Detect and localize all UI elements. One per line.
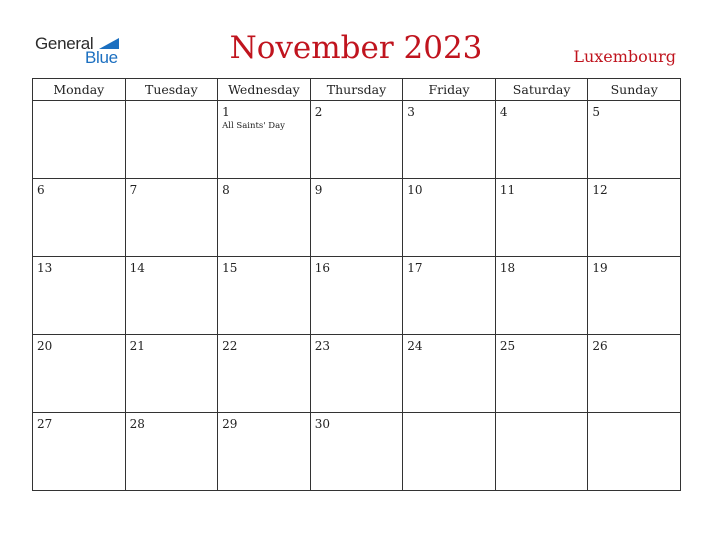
- day-cell: [403, 179, 496, 257]
- weekday-header: Sunday: [588, 79, 681, 101]
- day-cell: [403, 101, 496, 179]
- day-cell: [33, 335, 126, 413]
- day-number: 15: [222, 261, 238, 275]
- day-number: 29: [222, 417, 238, 431]
- day-number: 24: [407, 339, 423, 353]
- day-cell: [495, 179, 588, 257]
- day-number: 21: [129, 339, 145, 353]
- day-number: 10: [407, 183, 423, 197]
- day-number: 20: [37, 339, 53, 353]
- day-cell: [33, 413, 126, 491]
- day-number: 28: [129, 417, 145, 431]
- weekday-header: Tuesday: [125, 79, 218, 101]
- day-number: 7: [129, 183, 138, 197]
- day-number: 30: [314, 417, 330, 431]
- day-cell: [33, 257, 126, 335]
- day-cell: [403, 335, 496, 413]
- day-cell: [495, 413, 588, 491]
- week-row: [33, 257, 681, 335]
- day-number: 18: [499, 261, 516, 275]
- day-cell: [588, 413, 681, 491]
- day-number: 3: [407, 105, 415, 119]
- weekday-header: Thursday: [310, 79, 403, 101]
- day-cell: [125, 101, 218, 179]
- day-number: 26: [592, 339, 608, 353]
- day-cell: [310, 335, 403, 413]
- day-cell: [495, 335, 588, 413]
- weekday-header: Saturday: [495, 79, 588, 101]
- day-cell: [218, 335, 311, 413]
- day-cell: [33, 101, 126, 179]
- day-cell: [588, 101, 681, 179]
- day-number: 2: [314, 105, 323, 119]
- day-number: 4: [499, 105, 508, 119]
- week-row: [33, 413, 681, 491]
- day-cell: [588, 179, 681, 257]
- logo-text-general: General: [35, 34, 94, 53]
- day-number: 16: [314, 261, 330, 275]
- day-number: 1: [222, 105, 230, 119]
- day-number: 27: [37, 417, 53, 431]
- day-cell: [403, 413, 496, 491]
- day-number: 23: [314, 339, 330, 353]
- day-number: 14: [129, 261, 145, 275]
- weekday-header-row: [33, 79, 681, 101]
- calendar-title: November 2023: [229, 30, 483, 66]
- day-cell: [310, 179, 403, 257]
- holiday-label: All Saints' Day: [222, 121, 285, 131]
- day-cell: [218, 413, 311, 491]
- day-cell: [218, 179, 311, 257]
- day-number: 19: [592, 261, 608, 275]
- day-cell: [310, 413, 403, 491]
- day-number: 8: [222, 183, 230, 197]
- country-label: Luxembourg: [573, 47, 676, 66]
- day-number: 6: [37, 183, 45, 197]
- week-row: [33, 335, 681, 413]
- weekday-header: Monday: [33, 79, 126, 101]
- day-number: 12: [592, 183, 608, 197]
- day-cell: [310, 257, 403, 335]
- day-number: 5: [592, 105, 601, 119]
- day-cell: [218, 101, 311, 179]
- day-number: 13: [37, 261, 53, 275]
- day-number: 9: [314, 183, 323, 197]
- week-row: [33, 101, 681, 179]
- day-cell: [495, 101, 588, 179]
- day-cell: [310, 101, 403, 179]
- weekday-header: Wednesday: [218, 79, 311, 101]
- day-cell: [588, 257, 681, 335]
- day-cell: [125, 257, 218, 335]
- day-cell: [403, 257, 496, 335]
- week-row: [33, 179, 681, 257]
- day-number: 22: [222, 339, 238, 353]
- day-cell: [218, 257, 311, 335]
- day-cell: [33, 179, 126, 257]
- day-cell: [125, 179, 218, 257]
- day-number: 11: [499, 183, 516, 197]
- day-cell: [125, 413, 218, 491]
- calendar-grid: [32, 78, 681, 491]
- day-cell: [588, 335, 681, 413]
- day-number: 25: [499, 339, 516, 353]
- day-cell: [495, 257, 588, 335]
- day-cell: [125, 335, 218, 413]
- logo-text-blue: Blue: [85, 48, 118, 67]
- day-number: 17: [407, 261, 423, 275]
- weekday-header: Friday: [403, 79, 496, 101]
